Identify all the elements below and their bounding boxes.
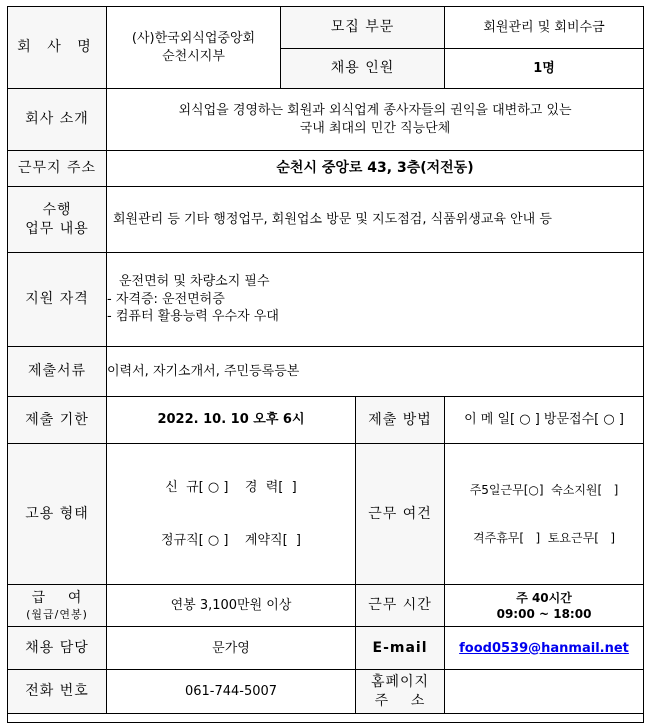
work-hours-label: 근무 시간 (356, 585, 445, 627)
recruit-dept-value: 회원관리 및 회비수금 (445, 7, 644, 49)
job-posting-table (7, 6, 644, 723)
company-label: 회 사 명 (8, 7, 107, 89)
salary-label (8, 585, 107, 627)
submit-method-value: 이 메 일[ ○ ] 방문접수[ ○ ] (445, 397, 644, 444)
contact-person-label: 채용 담당 (8, 627, 107, 670)
homepage-label-line1: 홈페이지 (370, 673, 430, 690)
email-cell (445, 627, 644, 670)
qualification-label: 지원 자격 (8, 253, 107, 347)
homepage-value (445, 670, 644, 714)
recruit-dept-label: 모집 부문 (281, 7, 445, 49)
work-hours-value (445, 585, 644, 627)
headcount-value: 1명 (445, 49, 644, 89)
duties-label-line1: 수행 (42, 201, 72, 218)
company-name-line2: 순천시지부 (162, 48, 225, 64)
duties-label (8, 187, 107, 253)
work-conditions-value (445, 444, 644, 585)
homepage-label (356, 670, 445, 714)
intro-line1: 외식업을 경영하는 회원과 외식업계 종사자들의 권익을 대변하고 있는 (178, 102, 572, 118)
work-conditions-label: 근무 여건 (356, 444, 445, 585)
intro-value (107, 89, 644, 151)
email-label: E-mail (356, 627, 445, 670)
submit-method-label: 제출 방법 (356, 397, 445, 444)
qualification-value (107, 253, 644, 347)
contact-person-value: 문가영 (107, 627, 356, 670)
qualification-line1: 운전면허 및 차량소지 필수 (119, 274, 270, 290)
work-conditions-line1: 주5일근무[○] 숙소지원[ ] (469, 482, 619, 497)
salary-label-line1: 급 여 (31, 590, 83, 606)
headcount-label: 채용 인원 (281, 49, 445, 89)
qualification-line3: - 컴퓨터 활용능력 우수자 우대 (107, 309, 279, 325)
intro-label: 회사 소개 (8, 89, 107, 151)
job-posting-form (7, 6, 644, 709)
company-name (107, 7, 281, 89)
email-link[interactable]: food0539@hanmail.net (459, 640, 629, 656)
work-hours-line1: 주 40시간 (516, 590, 572, 605)
duties-value: 회원관리 등 기타 행정업무, 회원업소 방문 및 지도점검, 식품위생교육 안내 등 (107, 187, 644, 253)
duties-label-line2: 업무 내용 (25, 220, 89, 237)
employment-type-line2: 정규직[ ○ ] 계약직[ ] (160, 532, 302, 548)
employment-type-label: 고용 형태 (8, 444, 107, 585)
work-conditions-line2: 격주휴무[ ] 토요근무[ ] (473, 531, 615, 546)
trailing-row (8, 714, 644, 723)
deadline-value: 2022. 10. 10 오후 6시 (107, 397, 356, 444)
deadline-label: 제출 기한 (8, 397, 107, 444)
documents-value: 이력서, 자기소개서, 주민등록등본 (107, 347, 644, 397)
company-name-line1: (사)한국외식업중앙회 (131, 30, 256, 46)
phone-label: 전화 번호 (8, 670, 107, 714)
employment-type-value (107, 444, 356, 585)
work-hours-line2: 09:00 ~ 18:00 (496, 606, 592, 621)
address-label: 근무지 주소 (8, 151, 107, 187)
address-value: 순천시 중앙로 43, 3층(저전동) (107, 151, 644, 187)
salary-value: 연봉 3,100만원 이상 (107, 585, 356, 627)
qualification-line2: - 자격증: 운전면허증 (107, 291, 225, 307)
salary-label-line2: (월급/연봉) (26, 607, 88, 621)
phone-value: 061-744-5007 (107, 670, 356, 714)
documents-label: 제출서류 (8, 347, 107, 397)
intro-line2: 국내 최대의 민간 직능단체 (299, 120, 451, 136)
homepage-label-line2: 주 소 (374, 692, 426, 709)
employment-type-line1: 신 규[ ○ ] 경 력[ ] (165, 480, 297, 496)
